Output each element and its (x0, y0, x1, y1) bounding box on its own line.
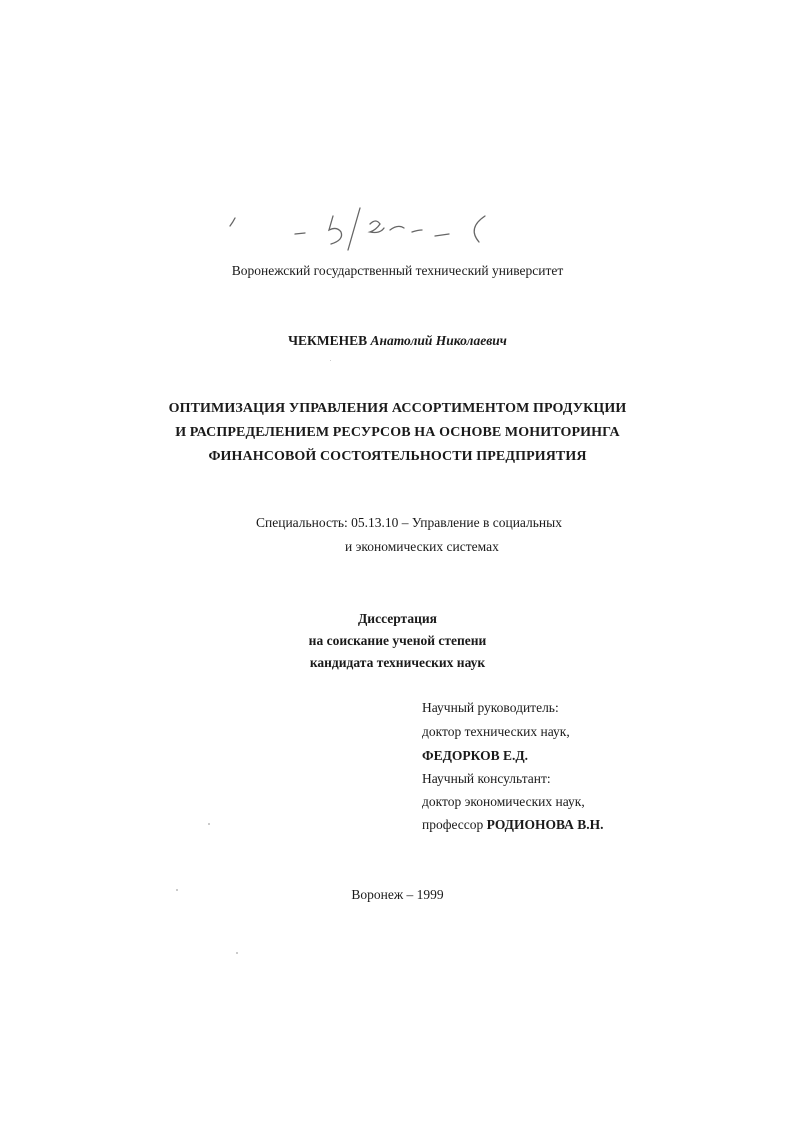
specialty-line-1: Специальность: 05.13.10 – Управление в социальных (256, 515, 562, 530)
author-surname: ЧЕКМЕНЕВ (288, 333, 368, 348)
consultant-title: профессор (422, 817, 484, 832)
author-given-name: Анатолий Николаевич (370, 333, 507, 348)
consultant-label: Научный консультант: (422, 771, 551, 786)
advisor-degree: доктор технических наук, (422, 724, 570, 739)
scan-speck (176, 889, 178, 891)
author-name (0, 333, 795, 349)
scan-speck (330, 360, 331, 361)
consultant-degree: доктор экономических наук, (422, 794, 585, 809)
university-name: Воронежский государственный технический университет (231, 263, 564, 278)
place-and-year: Воронеж – 1999 (351, 887, 444, 902)
dissertation-degree-line: на соискание ученой степени (308, 633, 487, 648)
advisor-label: Научный руководитель: (422, 700, 559, 715)
thesis-title-line-1: ОПТИМИЗАЦИЯ УПРАВЛЕНИЯ АССОРТИМЕНТОМ ПРОДУКЦИИ (168, 401, 627, 416)
thesis-title-line-3: ФИНАНСОВОЙ СОСТОЯТЕЛЬНОСТИ ПРЕДПРИЯТИЯ (208, 449, 587, 464)
dissertation-label: Диссертация (358, 611, 437, 626)
consultant-line (422, 817, 604, 833)
specialty-line-2: и экономических системах (345, 539, 499, 554)
handwritten-note (200, 196, 530, 256)
scan-speck (208, 823, 210, 825)
consultant-name: РОДИОНОВА В.Н. (486, 817, 604, 832)
thesis-title-line-2: И РАСПРЕДЕЛЕНИЕМ РЕСУРСОВ НА ОСНОВЕ МОНИТОРИНГА (175, 425, 620, 440)
scan-speck (236, 952, 238, 954)
advisor-name: ФЕДОРКОВ Е.Д. (422, 748, 529, 763)
dissertation-field-line: кандидата технических наук (309, 655, 486, 670)
